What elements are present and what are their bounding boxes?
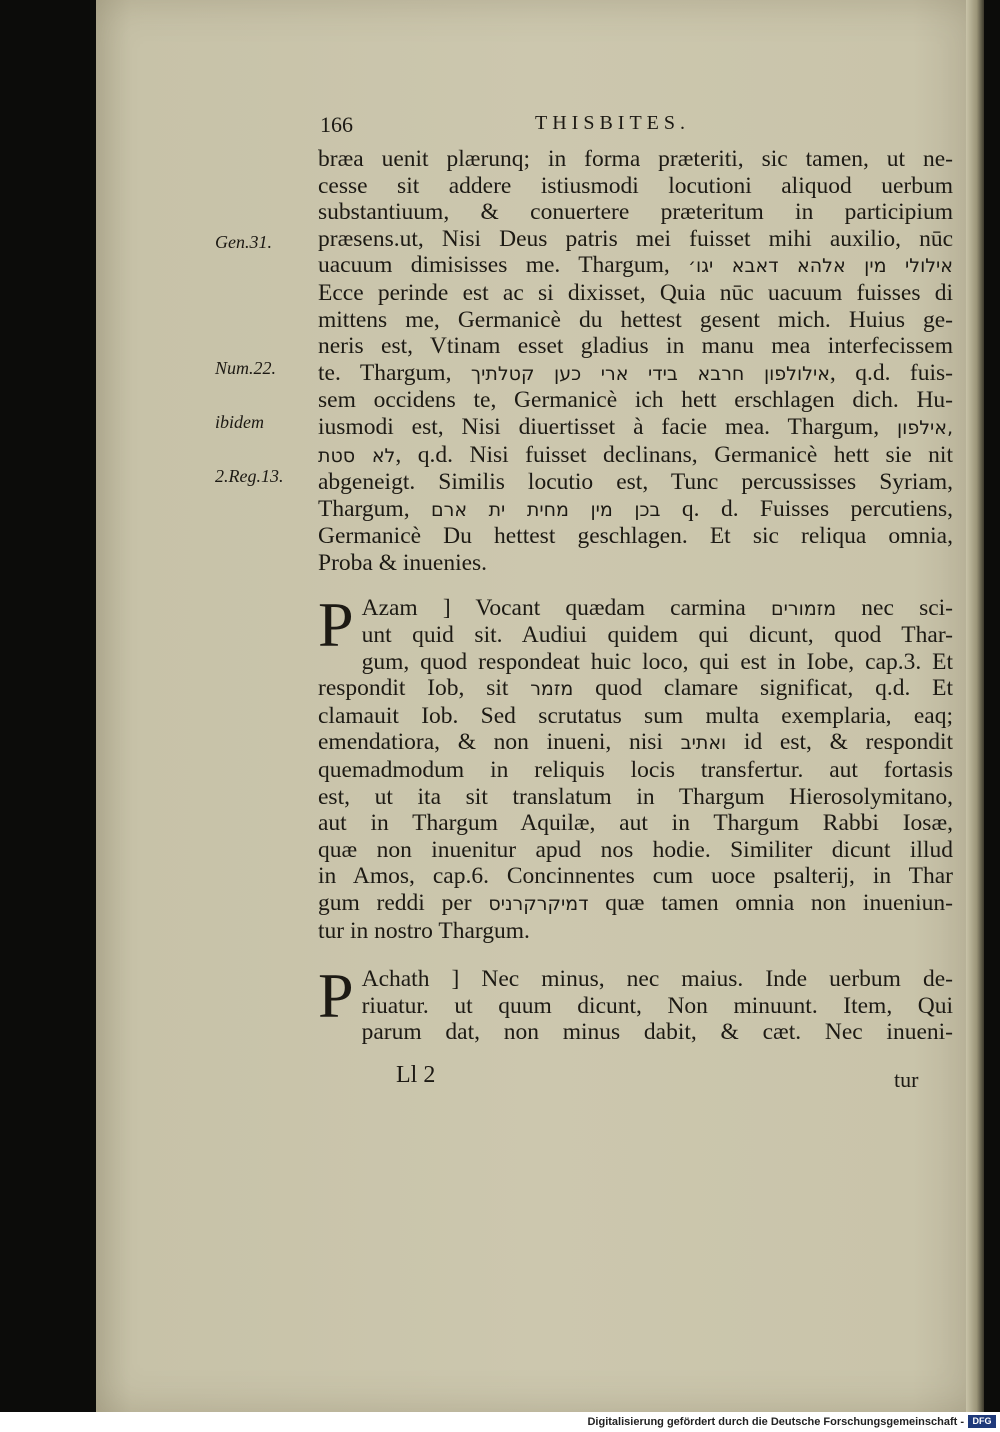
- dfg-logo-icon: DFG: [968, 1415, 996, 1428]
- footer-credit: Digitalisierung gefördert durch die Deutsche Forschungsgemeinschaft -: [587, 1416, 964, 1428]
- margin-note: ibidem: [215, 412, 264, 432]
- hebrew-text: בכן מין מחית ית ארם: [430, 498, 661, 521]
- text-line: [318, 252, 953, 280]
- hebrew-text: לא סטת: [318, 444, 396, 467]
- margin-note: Num.22.: [215, 358, 277, 378]
- text-line: abgeneigt. Similis locutio est, Tunc percussisses Syriam,: [318, 469, 953, 496]
- text-line: unt quid sit. Audiui quidem qui dicunt, quod Thar-: [361, 622, 953, 649]
- running-head: THISBITES.: [535, 112, 690, 134]
- page-header: [320, 112, 940, 142]
- text-line: quemadmodum in reliquis locis transfertur. aut fortasis: [318, 757, 953, 784]
- text-line: [318, 595, 953, 623]
- text-segment: respondit Iob, sit: [318, 675, 531, 702]
- drop-cap: P: [318, 960, 354, 1032]
- hebrew-text: מזמורים: [771, 597, 837, 620]
- text-line: [318, 360, 953, 388]
- text-segment: te. Thargum,: [318, 359, 471, 386]
- hebrew-text: אילולפון חרבא בידי ארי כען קטלתיך: [470, 362, 830, 385]
- text-line: clamauit Iob. Sed scrutatus sum multa exemplaria, eaq;: [318, 702, 953, 729]
- text-line: Ecce perinde est ac si dixisset, Quia nūc uacuum fuisses di: [318, 279, 953, 306]
- hebrew-text: ואתיב: [680, 732, 727, 755]
- text-line: [318, 442, 953, 470]
- text-segment: Azam ] Vocant quædam carmina: [361, 594, 771, 621]
- text-line: mittens me, Germanicè du hettest gesent mich. Huius ge-: [318, 306, 953, 333]
- text-segment: quæ tamen omnia non inueniun-: [588, 890, 953, 917]
- page-edge: [966, 0, 984, 1412]
- text-line: [318, 414, 953, 442]
- text-segment: q. d. Fuisses percutiens,: [660, 495, 953, 522]
- text-segment: nec sci-: [836, 594, 953, 621]
- paragraph-3: [318, 960, 953, 1046]
- signature-mark: Ll 2: [396, 1062, 436, 1088]
- text-line: Achath ] Nec minus, nec maius. Inde uerbum de-: [361, 966, 953, 993]
- text-line: aut in Thargum Aquilæ, aut in Thargum Rabbi Iosæ,: [318, 810, 953, 837]
- page-number: 166: [320, 112, 353, 137]
- text-line: gum, quod respondeat huic loco, qui est in Iobe, cap.3. Et: [361, 648, 953, 675]
- text-line: [318, 729, 953, 757]
- drop-cap: P: [318, 588, 354, 660]
- text-line: quæ non inuenitur apud nos hodie. Similiter dicunt illud: [318, 836, 953, 863]
- text-segment: emendatiora, & non inueni, nisi: [318, 729, 681, 756]
- margin-note: 2.Reg.13.: [215, 466, 284, 486]
- text-line: substantiuum, & conuertere præteritum in participium: [318, 199, 953, 226]
- hebrew-text: מזמר: [530, 678, 574, 701]
- main-text: [318, 146, 953, 1046]
- digitization-footer: [0, 1412, 1000, 1432]
- hebrew-text: דמיקרקרניס: [488, 893, 589, 916]
- margin-note: Gen.31.: [215, 232, 272, 252]
- text-line: Germanicè Du hettest geschlagen. Et sic reliqua omnia,: [318, 523, 953, 550]
- text-segment: id est, & respondit: [726, 729, 954, 756]
- text-line: [318, 496, 953, 524]
- text-segment: uacuum dimisisses me. Thargum,: [318, 252, 689, 279]
- text-line: bræa uenit plærunq; in forma præteriti, sic tamen, ut ne-: [318, 146, 953, 172]
- text-line: præsens.ut, Nisi Deus patris mei fuisset mihi auxilio, nūc: [318, 225, 953, 252]
- text-line: in Amos, cap.6. Concinnentes cum uoce psalterij, in Thar: [318, 863, 953, 890]
- text-line: sem occidens te, Germanicè ich hett erschlagen dich. Hu-: [318, 387, 953, 414]
- text-line: riuatur. ut quum dicunt, Non minuunt. Item, Qui: [361, 992, 953, 1019]
- text-segment: Thargum,: [318, 495, 431, 522]
- text-segment: quod clamare significat, q.d. Et: [573, 675, 953, 702]
- text-segment: iusmodi est, Nisi diuertisset à facie mea. Thargum,: [318, 413, 897, 440]
- text-line: est, ut ita sit translatum in Thargum Hierosolymitano,: [318, 783, 953, 810]
- hebrew-text: אילפון,: [896, 416, 953, 439]
- text-line: [318, 890, 953, 918]
- text-line: neris est, Vtinam esset gladius in manu mea interfecissem: [318, 333, 953, 360]
- text-segment: , q.d. fuis-: [829, 359, 953, 386]
- text-line: cesse sit addere istiusmodi locutioni aliquod uerbum: [318, 172, 953, 199]
- paragraph-2: [318, 588, 954, 945]
- catchword: tur: [894, 1067, 919, 1092]
- text-line: tur in nostro Thargum.: [318, 917, 530, 944]
- text-line: parum dat, non minus dabit, & cæt. Nec inueni-: [361, 1019, 953, 1046]
- text-line: [318, 675, 953, 703]
- text-line: Proba & inuenies.: [318, 549, 488, 576]
- hebrew-text: אילולי מין אלהא דאבא יגו׳: [688, 255, 953, 278]
- paragraph-1: [318, 146, 953, 577]
- text-segment: , q.d. Nisi fuisset declinans, Germanicè hett sie nit: [395, 441, 953, 468]
- text-segment: gum reddi per: [318, 890, 489, 917]
